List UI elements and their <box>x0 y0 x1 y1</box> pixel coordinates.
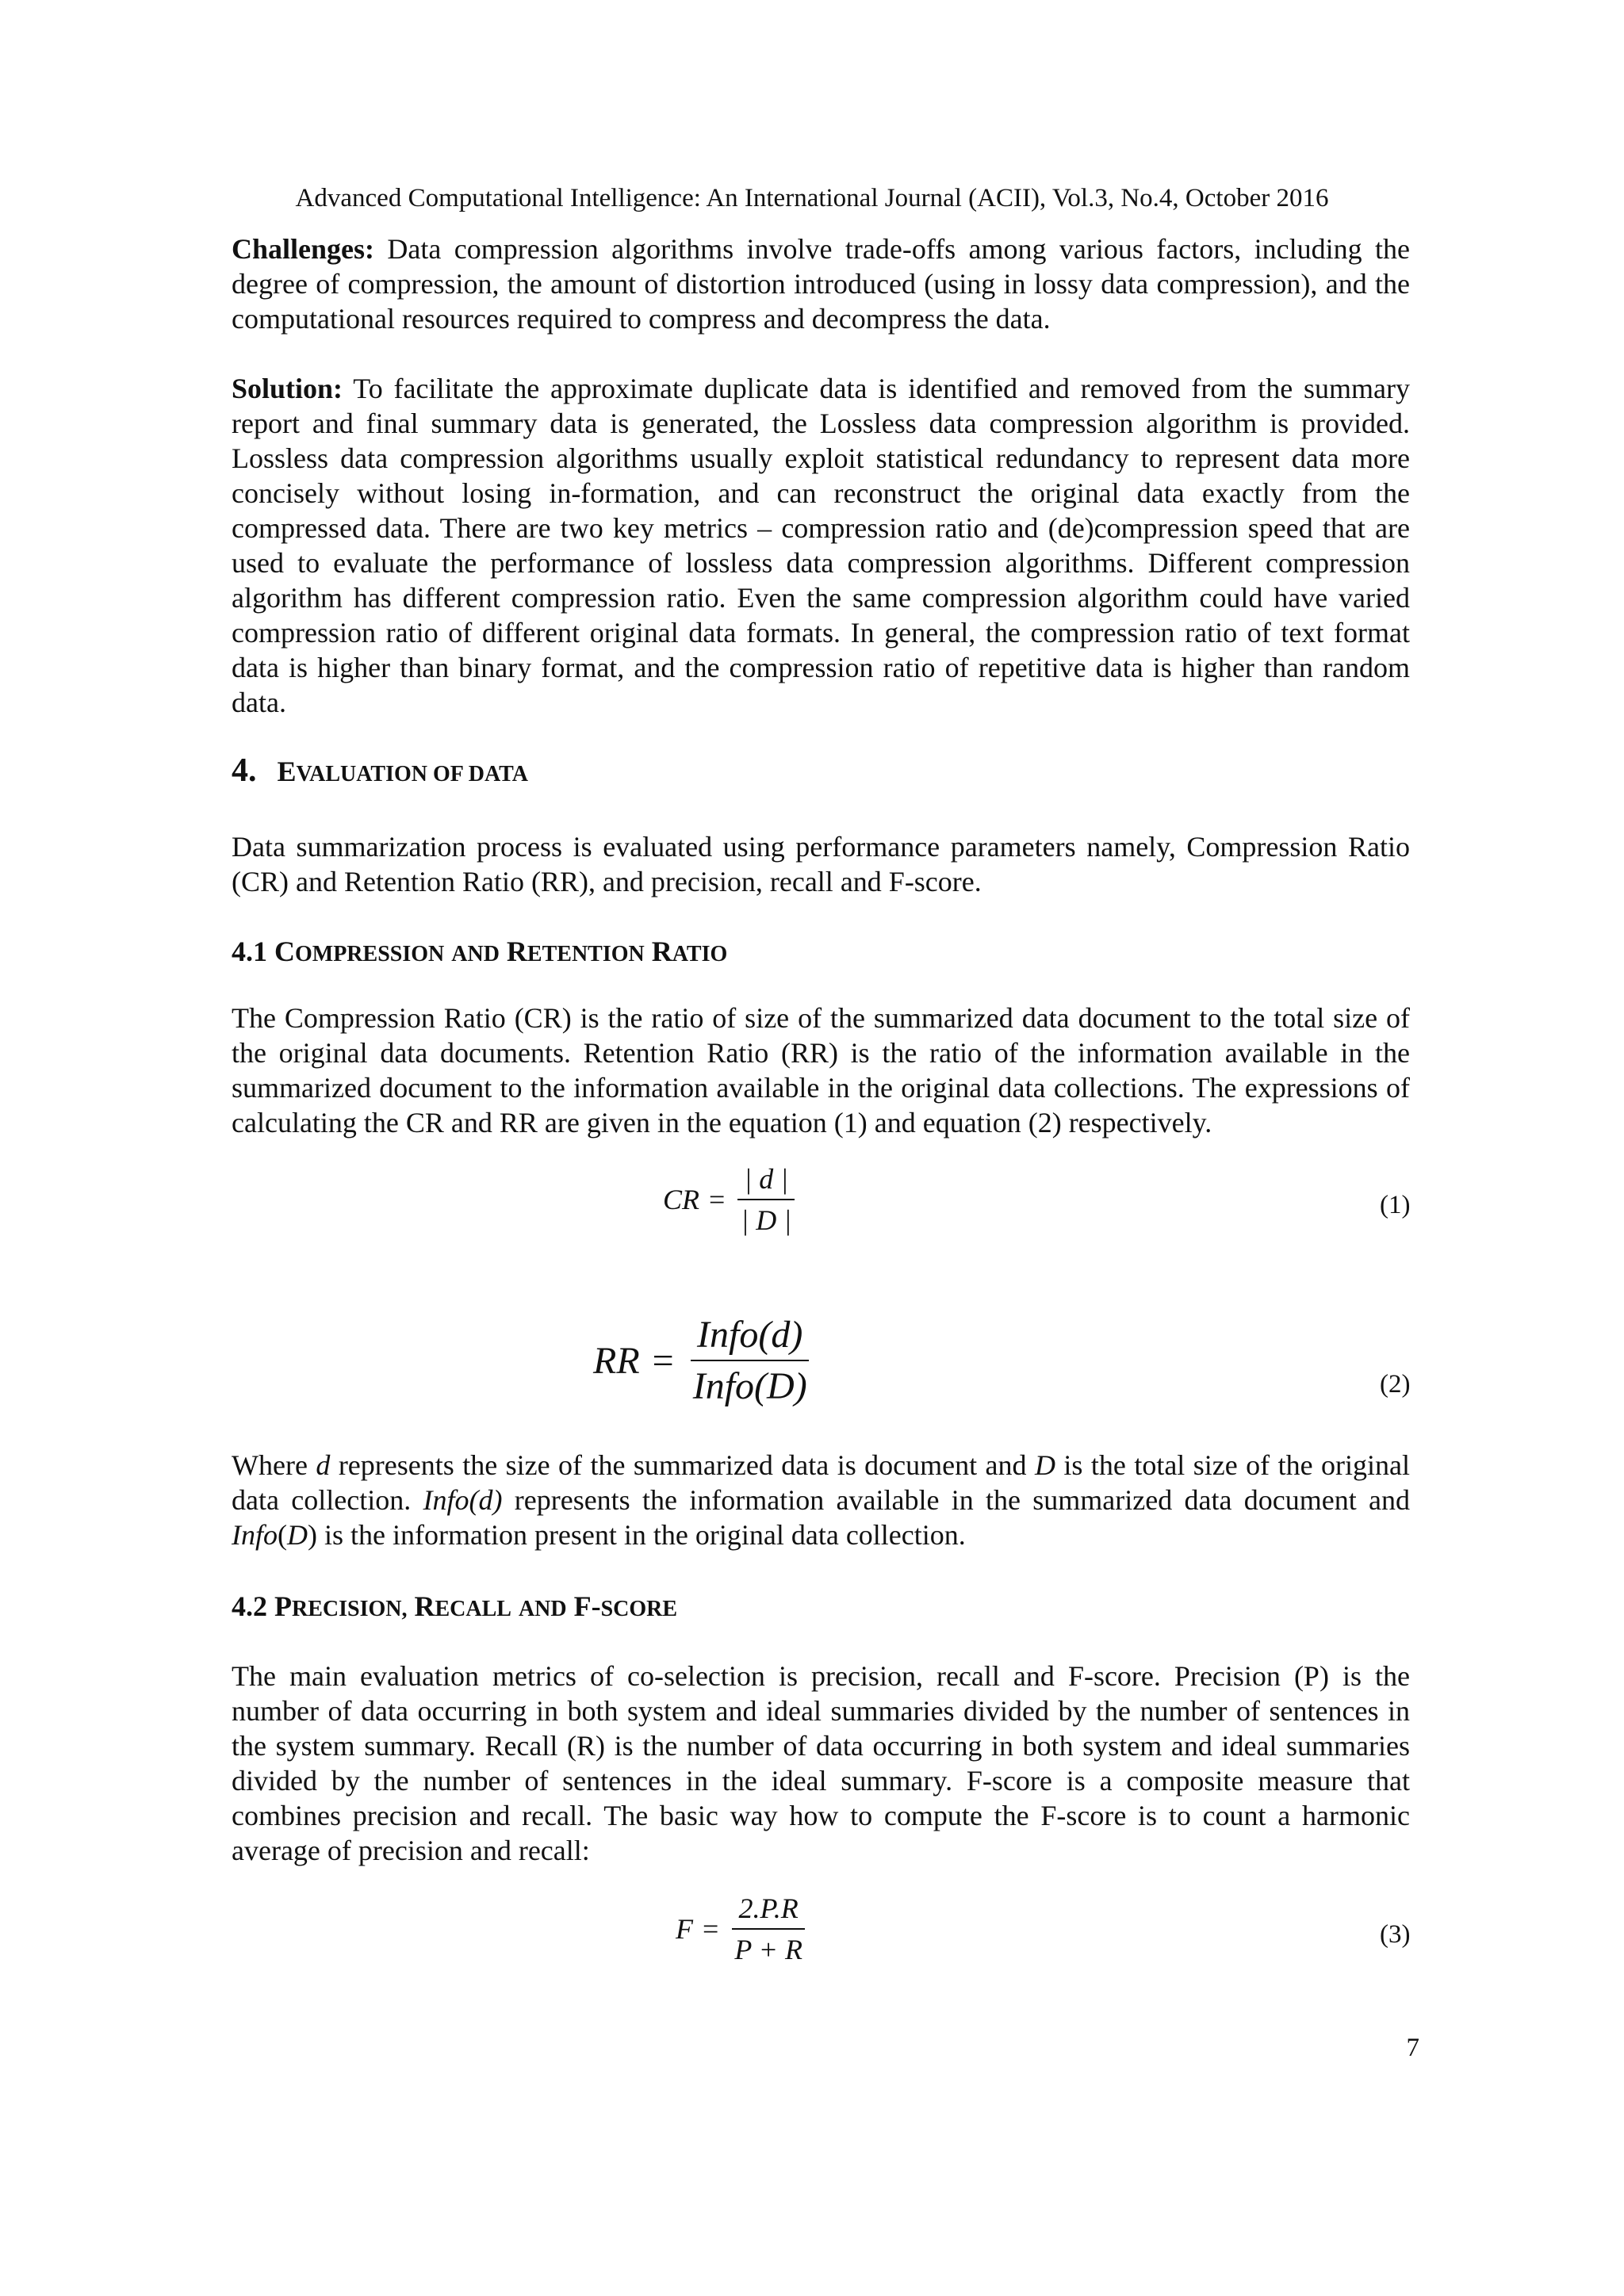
section-4-1-heading: 4.1 COMPRESSION AND RETENTION RATIO <box>232 936 728 967</box>
section-4-body <box>232 829 1410 899</box>
where-section <box>232 1448 1410 1552</box>
section-4-2-paragraph: The main evaluation metrics of co-selection is precision, recall and F-score. Precision (P) is the number of data occurring in both system and ideal summaries divided by the number of sentences in the system summary. Recall (R) is the number of data occurring in both system and ideal summaries divided by the number of sentences in the ideal summary. F-score is a composite measure that combines precision and recall. The basic way how to compute the F-score is to count a harmonic average of precision and recall: <box>232 1660 1410 1866</box>
solution-section <box>232 371 1410 720</box>
section-4-2-body <box>232 1659 1410 1868</box>
section-4-1-paragraph: The Compression Ratio (CR) is the ratio of size of the summarized data document to the total size of the original data documents. Retention Ratio (RR) is the ratio of the information available in the summarized document to the information available in the original data collections. The expressions of calculating the CR and RR are given in the equation (1) and equation (2) respectively. <box>232 1002 1410 1138</box>
where-paragraph: Where d represents the size of the summarized data is document and D is the total size of the original data collection. Info(d) represents the information available in the summarized data document and Info(D) is the information present in the original data collection. <box>232 1449 1411 1551</box>
challenges-section <box>232 232 1410 336</box>
equation-3-lhs: F <box>676 1913 693 1945</box>
page-number: 7 <box>1406 2034 1419 2062</box>
equation-3-label: (3) <box>1380 1920 1411 1949</box>
document-page: Advanced Computational Intelligence: An International Journal (ACII), Vol.3, No.4, October 2016 Challenges: Data compression algorithms involve trade-offs among various factors, including the degree of compression, the amount of distortion introduced (using in lossy data compression), and the computational resources required to compress and decompress the data. Solution: To facilitate the approximate duplicate data is identified and removed from the summary report and final summary data is generated, the Lossless data compression algorithm is provided. Lossless data compression algorithms usually exploit statistical redundancy to represent data more concisely without losing in-formation, and can reconstruct the original data exactly from the compressed data. There are two key metrics – compression ratio and (de)compression speed that are used to evaluate the performance of lossless data compression algorithms. Different compression algorithm has different compression ratio. Even the same compression algorithm could have varied compression ratio of different original data formats. In general, the compression ratio of text format data is higher than binary format, and the compression ratio of repetitive data is higher than random data. 4. EVALUATION OF DATA Data summarization process is evaluated using performance parameters namely, Compression Ratio (CR) and Retention Ratio (RR), and precision, recall and F-score. 4.1 COMPRESSION AND RETENTION RATIO The Compression Ratio (CR) is the ratio of size of the summarized data document to the total size of the original data documents. Retention Ratio (RR) is the ratio of the information available in the summarized document to the information available in the original data collections. The expressions of calculating the CR and RR are given in the equation (1) and equation (2) respectively. CR = $\frac{| d |}{| D |}$ (1) RR = $\frac{\text{Info(d)}}{\text{Info(D)}}$ (2) Where d represents the size of the summarized data is document and D is the total size of the original data collection. Info(d) represents the information available in the summarized data document and Info(D) is the information present in the original data collection. 4.2 PRECISION, RECALL AND F-SCORE The main evaluation metrics of co-selection is precision, recall and F-score. Precision (P) is the number of data occurring in both system and ideal summaries divided by the number of sentences in the system summary. Recall (R) is the number of data occurring in both system and ideal summaries divided by the number of sentences in the ideal summary. F-score is a composite measure that combines precision and recall. The basic way how to compute the F-score is to count a harmonic average of precision and recall: F = $\frac{2.P.R}{P + R}$ (3) 7 <box>0 0 1624 2296</box>
solution-paragraph <box>232 371 1410 720</box>
section-4-2-heading: 4.2 PRECISION, RECALL AND F-SCORE <box>232 1590 678 1622</box>
equation-1-fraction: $\frac{| d |}{| D |}$ <box>734 1162 798 1237</box>
solution-lead: Solution: <box>232 373 343 404</box>
running-header: Advanced Computational Intelligence: An International Journal (ACII), Vol.3, No.4, October 2016 <box>295 184 1329 212</box>
challenges-paragraph <box>232 232 1410 336</box>
section-4-1-body <box>232 1001 1410 1140</box>
challenges-text: Data compression algorithms involve trade-offs among various factors, including the degree of compression, the amount of distortion introduced (using in lossy data compression), and the computational resources required to compress and decompress the data. <box>232 233 1410 335</box>
equation-2-lhs: RR <box>593 1339 640 1382</box>
equation-2-label: (2) <box>1380 1370 1411 1399</box>
solution-text: To facilitate the approximate duplicate data is identified and removed from the summary report and final summary data is generated, the Lossless data compression algorithm is provided. Lossless data compression algorithms usually exploit statistical redundancy to represent data more concisely without losing in-formation, and can reconstruct the original data exactly from the compressed data. There are two key metrics – compression ratio and (de)compression speed that are used to evaluate the performance of lossless data compression algorithms. Different compression algorithm has different compression ratio. Even the same compression algorithm could have varied compression ratio of different original data formats. In general, the compression ratio of text format data is higher than binary format, and the compression ratio of repetitive data is higher than random data. <box>232 373 1410 718</box>
equation-3-fraction: $\frac{2.P.R}{P + R}$ <box>728 1892 809 1966</box>
equation-1-label: (1) <box>1380 1191 1411 1219</box>
equation-2-fraction: $\frac{\text{Info(d)}}{\text{Info(D)}}$ <box>687 1313 814 1408</box>
section-4-paragraph: Data summarization process is evaluated using performance parameters namely, Compression Ratio (CR) and Retention Ratio (RR), and precision, recall and F-score. <box>232 831 1410 897</box>
equation-1-lhs: CR <box>663 1184 700 1215</box>
section-4-heading: 4. EVALUATION OF DATA <box>232 752 528 789</box>
challenges-lead: Challenges: <box>232 233 374 265</box>
section-4-title: VALUATION OF DATA <box>296 762 528 786</box>
section-4-number: 4. <box>232 752 257 789</box>
